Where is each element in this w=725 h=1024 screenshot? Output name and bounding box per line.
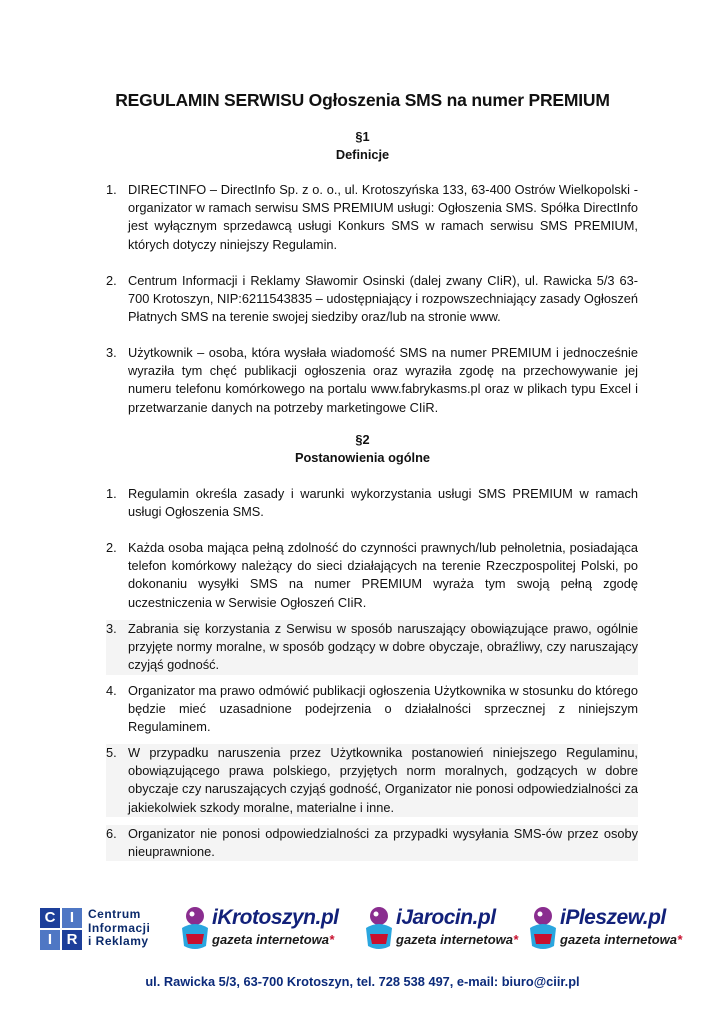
item-number: 3.: [106, 345, 117, 360]
brand-logo-ijarocin: [362, 904, 517, 956]
item-text: Regulamin określa zasady i warunki wykorzystania usługi SMS PREMIUM w ramach usługi Ogłoszenia SMS.: [128, 486, 638, 520]
brand-mascot-icon: [178, 904, 212, 952]
ciir-letter: R: [62, 930, 82, 950]
section-2-number: §2: [355, 432, 370, 447]
brand-subtitle-text: gazeta internetowa: [560, 932, 678, 947]
ciir-logo-text: [88, 908, 150, 949]
item-number: 3.: [106, 621, 117, 636]
list-item: [106, 744, 638, 817]
footer-contact: ul. Rawicka 5/3, 63-700 Krotoszyn, tel. 728 538 497, e-mail: biuro@ciir.pl: [145, 974, 580, 989]
section-2-title: Postanowienia ogólne: [294, 450, 431, 465]
document-title: REGULAMIN SERWISU Ogłoszenia SMS na numer PREMIUM: [115, 90, 610, 110]
list-item: [106, 344, 638, 417]
ciir-line: Informacji: [88, 920, 151, 935]
list-item: [106, 620, 638, 675]
brand-subtitle-mark: *: [677, 932, 683, 947]
list-item: [106, 682, 638, 737]
list-item: [106, 825, 638, 861]
brand-name: iJarocin.pl: [396, 906, 496, 929]
item-text: Centrum Informacji i Reklamy Sławomir Osinski (dalej zwany CIiR), ul. Rawicka 5/3 63-700 Krotoszyn, NIP:6211543835 – udostępniający i rozpowszechniający zasady Ogłoszeń Płatnych SMS na terenie swojej siedziby oraz/lub na stronie www.: [128, 273, 638, 325]
brand-subtitle: [396, 932, 518, 947]
item-text: Organizator nie ponosi odpowiedzialności za przypadki wysyłania SMS-ów przez osoby nieuprawnione.: [128, 826, 638, 860]
list-item: [106, 539, 638, 612]
ciir-letter: I: [40, 930, 60, 950]
item-text: Użytkownik – osoba, która wysłała wiadomość SMS na numer PREMIUM i jednocześnie wyraziła tym chęć publikacji ogłoszenia oraz wyraziła zgodę na przechowywanie jej numeru telefonu komórkowego na portalu www.fabrykasms.pl oraz w plikach typu Excel i przetwarzanie danych na potrzeby marketingowe CIiR.: [128, 345, 638, 415]
item-number: 2.: [106, 273, 117, 288]
item-number: 4.: [106, 683, 117, 698]
item-text: Organizator ma prawo odmówić publikacji ogłoszenia Użytkownika w stosunku do którego będzie mieć uzasadnione podejrzenia o działalności sprzecznej z niniejszym Regulaminem.: [128, 683, 638, 735]
section-1-title: Definicje: [335, 147, 390, 162]
brand-logo-ipleszew: [526, 904, 686, 956]
brand-name: iPleszew.pl: [560, 906, 666, 929]
item-text: DIRECTINFO – DirectInfo Sp. z o. o., ul. Krotoszyńska 133, 63-400 Ostrów Wielkopolski - organizator w ramach serwisu SMS PREMIUM usługi: Ogłoszenia SMS. Spółka DirectInfo jest wyłącznym sprzedawcą usługi Konkurs SMS w ramach serwisu SMS PREMIUM, których dotyczy niniejszy Regulamin.: [128, 182, 638, 252]
section-1-heading: [0, 128, 725, 164]
brand-subtitle-text: gazeta internetowa: [212, 932, 330, 947]
brand-logo-ikrotoszyn: [178, 904, 348, 956]
item-text: Każda osoba mająca pełną zdolność do czynności prawnych/lub pełnoletnia, posiadająca telefon komórkowy należący do sieci działających na terenie Rzeczpospolitej Polski, po dokonaniu wysyłki SMS na numer PREMIUM wyraża tym swoją pełną zgodę uczestniczenia w Serwisie Ogłoszeń CIiR.: [128, 540, 638, 610]
brand-subtitle: [212, 932, 334, 947]
brand-mascot-icon: [526, 904, 560, 952]
list-item: [106, 485, 638, 521]
ciir-logo: [40, 908, 170, 958]
brand-subtitle-mark: *: [329, 932, 335, 947]
ciir-line: Centrum: [88, 907, 141, 921]
brand-subtitle: [560, 932, 682, 947]
ciir-line: i Reklamy: [88, 934, 149, 948]
item-number: 1.: [106, 182, 117, 197]
list-item: [106, 181, 638, 254]
section-1-number: §1: [355, 129, 370, 144]
brand-mascot-icon: [362, 904, 396, 952]
footer-logos: [40, 902, 685, 962]
brand-subtitle-text: gazeta internetowa: [396, 932, 514, 947]
item-number: 1.: [106, 486, 117, 501]
item-text: Zabrania się korzystania z Serwisu w sposób naruszający obowiązujące prawo, ogólnie przyjęte normy moralne, w sposób godzący w dobre obyczaje, obraźliwy, czy naruszający czyjąś godność.: [128, 621, 638, 673]
brand-subtitle-mark: *: [513, 932, 519, 947]
section-2-heading: [0, 431, 725, 467]
ciir-letter: I: [62, 908, 82, 928]
item-text: W przypadku naruszenia przez Użytkownika postanowień niniejszego Regulaminu, obowiązującego prawa polskiego, przyjętych norm moralnych, godzących w dobre obyczaje czy naruszających czyjąś godność, Organizator nie ponosi odpowiedzialności za jakiekolwiek szkody moralne, materialne i inne.: [128, 745, 639, 815]
list-item: [106, 272, 638, 327]
brand-name: iKrotoszyn.pl: [212, 906, 339, 929]
item-number: 5.: [106, 745, 117, 760]
item-number: 6.: [106, 826, 117, 841]
ciir-logo-grid: [40, 908, 82, 950]
ciir-letter: C: [40, 908, 60, 928]
item-number: 2.: [106, 540, 117, 555]
